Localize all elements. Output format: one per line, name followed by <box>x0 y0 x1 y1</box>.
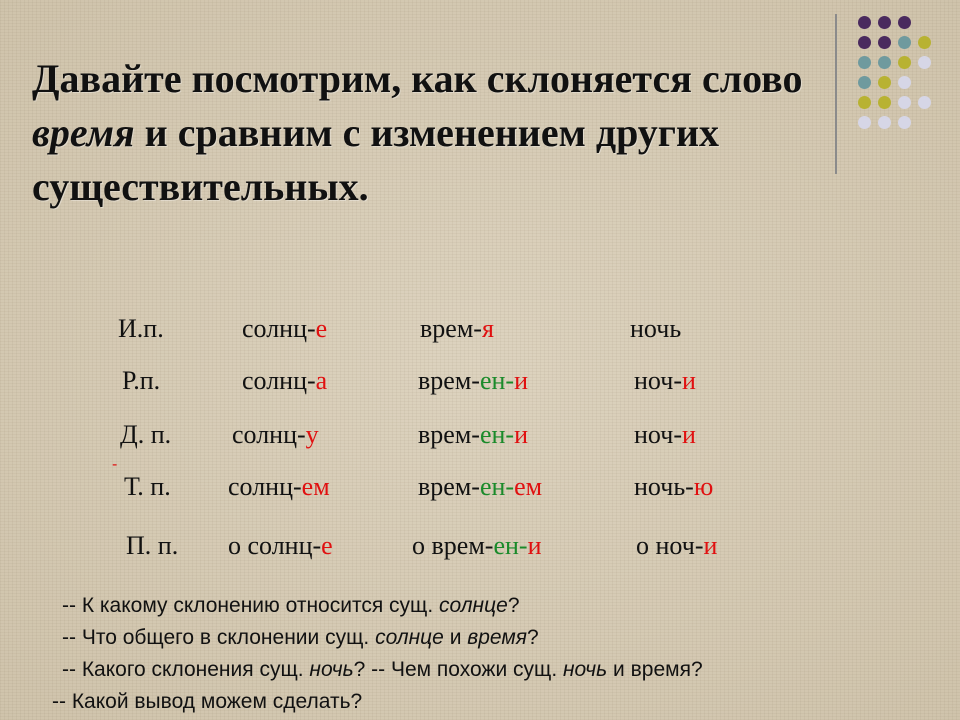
decorative-dot <box>878 16 891 29</box>
decorative-dot <box>898 56 911 69</box>
word-noch-genitive <box>634 366 696 396</box>
stem: о врем- <box>412 531 494 560</box>
stem: о ноч- <box>636 531 704 560</box>
stem: врем- <box>418 420 480 449</box>
q-italic: ночь <box>309 658 354 681</box>
page-title <box>32 52 872 214</box>
stray-dash-mark: - <box>112 456 118 473</box>
case-label-prepositional: П. п. <box>126 531 179 560</box>
decorative-dot <box>858 16 871 29</box>
case-label-dative: Д. п. <box>120 420 172 449</box>
decorative-dot <box>878 36 891 49</box>
word-solntse-genitive <box>242 366 327 396</box>
case-label-instrumental: Т. п. <box>124 472 171 501</box>
ending: ем <box>301 472 330 501</box>
word-noch-dative <box>634 420 696 450</box>
q-text: ? -- Чем похожи сущ. <box>353 658 563 681</box>
suffix: ен- <box>479 366 515 395</box>
decorative-dot <box>878 76 891 89</box>
suffix: ен- <box>493 531 528 560</box>
word-noch-instrumental <box>634 472 713 502</box>
stem: ночь <box>630 314 682 343</box>
q-text: и <box>443 626 468 649</box>
word-vremya-instrumental <box>418 472 542 502</box>
q-text: ? <box>507 594 520 617</box>
ending: е <box>321 531 333 560</box>
q-italic: солнце <box>375 626 444 649</box>
stem: врем- <box>420 314 482 343</box>
q-italic: время <box>467 626 527 649</box>
ending: и <box>681 420 696 449</box>
ending: и <box>703 531 718 560</box>
ending: е <box>315 314 328 343</box>
word-solntse-prepositional <box>228 531 333 561</box>
decorative-dot <box>858 36 871 49</box>
q-italic: ночь <box>563 658 608 681</box>
word-vremya-nominative <box>420 314 494 344</box>
q-italic: солнце <box>439 594 508 617</box>
ending: и <box>514 420 528 449</box>
decorative-dot <box>878 116 891 129</box>
title-line-3: существительных. <box>32 164 369 209</box>
decorative-dot <box>898 16 911 29</box>
ending: и <box>527 531 542 560</box>
decorative-dot <box>918 56 931 69</box>
title-line-2 <box>32 106 872 160</box>
word-noch-nominative <box>630 314 681 344</box>
decorative-dot <box>918 36 931 49</box>
decorative-dot <box>918 96 931 109</box>
stem: ночь- <box>634 472 694 501</box>
word-solntse-instrumental <box>228 472 330 502</box>
ending: я <box>481 314 494 343</box>
title-line-2-rest: и сравним с изменением других <box>134 110 719 155</box>
ending: а <box>315 366 328 395</box>
q-text: -- Что общего в склонении сущ. <box>62 626 376 649</box>
word-noch-prepositional <box>636 531 717 561</box>
question-4 <box>52 690 362 714</box>
stem: солнц- <box>228 472 302 501</box>
word-solntse-dative <box>232 420 319 450</box>
suffix: ен- <box>479 472 515 501</box>
q-text: -- К какому склонению относится сущ. <box>62 594 439 617</box>
stem: солнц- <box>242 314 316 343</box>
decorative-dot <box>898 116 911 129</box>
decorative-dot <box>898 36 911 49</box>
stem: солнц- <box>242 366 316 395</box>
stem: врем- <box>418 472 480 501</box>
ending: у <box>305 420 319 449</box>
title-line-1: Давайте посмотрим, как склоняется слово <box>32 56 803 101</box>
ending: и <box>681 366 696 395</box>
case-label-genitive: Р.п. <box>122 366 161 395</box>
decorative-dot <box>878 96 891 109</box>
stem: солнц- <box>232 420 306 449</box>
stem: врем- <box>418 366 480 395</box>
decorative-dot <box>878 56 891 69</box>
decorative-dot <box>898 76 911 89</box>
q-text: -- Какого склонения сущ. <box>62 658 310 681</box>
stem: ноч- <box>634 420 682 449</box>
q-text: и время? <box>607 658 703 681</box>
stem: ноч- <box>634 366 682 395</box>
word-vremya-dative <box>418 420 528 450</box>
ending: ем <box>514 472 543 501</box>
q-text: -- Какой вывод можем сделать? <box>52 690 363 713</box>
case-label-nominative: И.п. <box>118 314 164 343</box>
stem: о солнц- <box>228 531 322 560</box>
word-vremya-prepositional <box>412 531 541 561</box>
title-word-vremya: время <box>32 110 135 155</box>
question-2 <box>62 626 539 650</box>
word-vremya-genitive <box>418 366 528 396</box>
word-solntse-nominative <box>242 314 327 344</box>
question-1 <box>62 594 520 618</box>
ending: и <box>514 366 528 395</box>
decorative-dot <box>898 96 911 109</box>
q-text: ? <box>526 626 539 649</box>
ending: ю <box>693 472 714 501</box>
question-3 <box>62 658 703 682</box>
suffix: ен- <box>479 420 515 449</box>
